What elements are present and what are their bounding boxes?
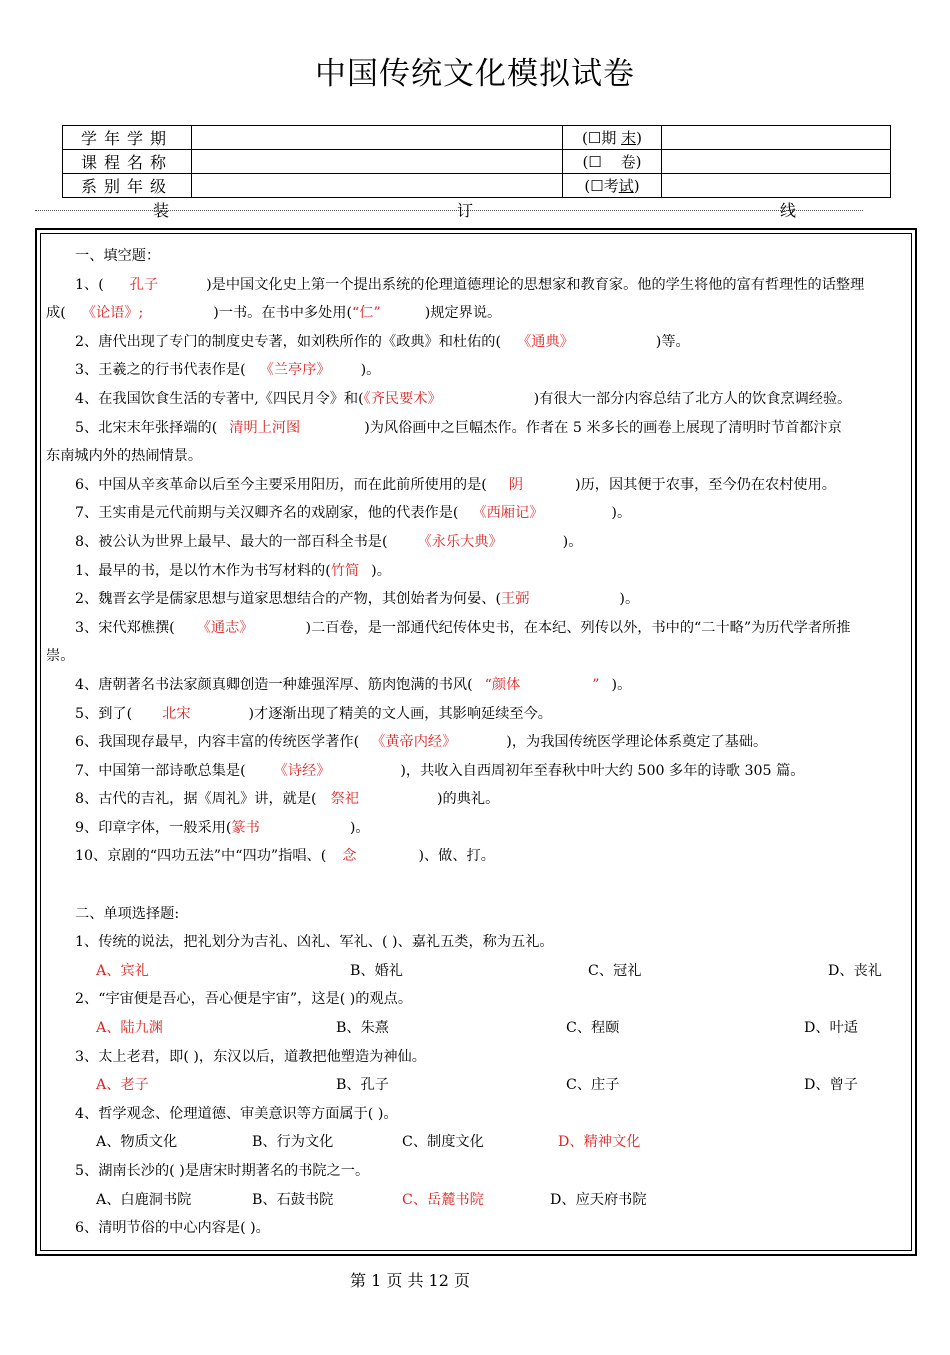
binding-word-xian: 线 — [780, 201, 797, 220]
question-line: 9、印章字体，一般采用(篆书 )。 — [75, 819, 370, 836]
choice-option: D、叶适 — [804, 1020, 858, 1037]
section-heading: 二、单项选择题: — [75, 905, 180, 922]
question-line: 2、唐代出现了专门的制度史专著，如刘秩所作的《政典》和杜佑的( 《通典》 )等。 — [75, 333, 690, 350]
header-row — [63, 174, 891, 198]
question-line: 东南城内外的热闹情景。 — [46, 448, 203, 465]
question-line: 崇。 — [46, 648, 75, 665]
choice-option: C、岳麓书院 — [402, 1191, 484, 1208]
choice-option: D、丧礼 — [828, 962, 882, 979]
question-line: 10、京剧的“四功五法”中“四功”指唱、( 念 )、做、打。 — [75, 848, 495, 865]
choice-question: 3、太上老君，即( )，东汉以后，道教把他塑造为神仙。 — [75, 1048, 426, 1065]
question-line: 1、( 孔子 )是中国文化史上第一个提出系统的伦理道德理论的思想家和教育家。他的学生将他的富有哲理性的话整理 — [75, 276, 865, 293]
term-option: (☐期 末) — [563, 126, 662, 150]
header-row — [63, 126, 891, 150]
choice-option: B、朱熹 — [336, 1020, 389, 1037]
choice-question: 6、清明节俗的中心内容是( )。 — [75, 1220, 270, 1237]
choice-option: D、曾子 — [804, 1077, 858, 1094]
header-row — [63, 150, 891, 174]
question-line: 5、北宋末年张择端的( 清明上河图 )为风俗画中之巨幅杰作。作者在 5 米多长的画卷上展现了清明时节首都汴京 — [75, 419, 842, 436]
choice-question: 4、哲学观念、伦理道德、审美意识等方面属于( )。 — [75, 1105, 398, 1122]
question-line: 4、唐朝著名书法家颜真卿创造一种雄强浑厚、筋肉饱满的书风( “颜体 ” )。 — [75, 676, 632, 693]
choice-option: A、陆九渊 — [96, 1020, 163, 1037]
choice-option: B、孔子 — [336, 1077, 389, 1094]
choice-option: A、白鹿洞书院 — [96, 1191, 192, 1208]
choice-option: C、庄子 — [566, 1077, 620, 1094]
choice-options — [46, 1014, 906, 1043]
choice-question: 2、“宇宙便是吾心，吾心便是宇宙”，这是( )的观点。 — [75, 991, 413, 1008]
choice-option: A、物质文化 — [96, 1134, 178, 1151]
question-line: 8、古代的吉礼，据《周礼》讲，就是( 祭祀 )的典礼。 — [75, 791, 500, 808]
course-option: (☐ 卷) — [563, 150, 662, 174]
choice-option: A、宾礼 — [96, 962, 149, 979]
choice-option: B、石鼓书院 — [252, 1191, 334, 1208]
choice-option: B、行为文化 — [252, 1134, 334, 1151]
question-line: 6、中国从辛亥革命以后至今主要采用阳历，而在此前所使用的是( 阴 )历，因其便于农事，至今仍在农村使用。 — [75, 476, 836, 493]
choice-option: A、老子 — [96, 1077, 149, 1094]
question-line: 5、到了( 北宋 )才逐渐出现了精美的文人画，其影响延续至今。 — [75, 705, 552, 722]
choice-options — [46, 957, 906, 986]
binding-word-ding: 订 — [457, 201, 474, 220]
dept-label: 系别年级 — [63, 174, 192, 198]
question-line: 3、王羲之的行书代表作是( 《兰亭序》 )。 — [75, 362, 381, 379]
choice-option: B、婚礼 — [350, 962, 403, 979]
binding-word-zhuang: 装 — [153, 201, 170, 220]
exam-content — [46, 242, 906, 1243]
choice-option: C、制度文化 — [402, 1134, 484, 1151]
choice-question: 5、湖南长沙的( )是唐宋时期著名的书院之一。 — [75, 1163, 370, 1179]
choice-option: C、冠礼 — [588, 962, 642, 979]
question-line: 成( 《论语》; )一书。在书中多处用(“仁” )规定界说。 — [46, 305, 502, 322]
question-line: 4、在我国饮食生活的专著中,《四民月令》和(《齐民要术》 )有很大一部分内容总结了北方人的饮食烹调经验。 — [75, 390, 852, 407]
choice-option: D、应天府书院 — [550, 1191, 647, 1208]
term-value — [662, 126, 891, 150]
spacer — [46, 871, 906, 900]
course-field — [192, 150, 563, 174]
exam-title: 中国传统文化模拟试卷 — [315, 56, 635, 92]
question-line: 8、被公认为世界上最早、最大的一部百科全书是( 《永乐大典》 )。 — [75, 533, 583, 550]
page-footer: 第 1 页 共 12 页 — [350, 1271, 470, 1290]
choice-options — [46, 1071, 906, 1100]
question-line: 6、我国现存最早，内容丰富的传统医学著作( 《黄帝内经》 )，为我国传统医学理论体系奠定了基础。 — [75, 734, 768, 751]
dept-field — [192, 174, 563, 198]
dept-value — [662, 174, 891, 198]
term-label: 学年学期 — [63, 126, 192, 150]
choice-options — [46, 1186, 906, 1215]
choice-option: D、精神文化 — [558, 1134, 641, 1151]
choice-option: C、程颐 — [566, 1020, 620, 1037]
term-field — [192, 126, 563, 150]
choice-options — [46, 1128, 906, 1157]
choice-question: 1、传统的说法，把礼划分为吉礼、凶礼、军礼、( )、嘉礼五类，称为五礼。 — [75, 934, 554, 951]
question-line: 3、宋代郑樵撰( 《通志》 )二百卷，是一部通代纪传体史书，在本纪、列传以外，书中的“二十略”为历代学者所推 — [75, 619, 851, 636]
question-line: 7、王实甫是元代前期与关汉卿齐名的戏剧家，他的代表作是( 《西厢记》 )。 — [75, 505, 632, 522]
course-label: 课程名称 — [63, 150, 192, 174]
course-value — [662, 150, 891, 174]
question-line: 2、魏晋玄学是儒家思想与道家思想结合的产物，其创始者为何晏、(王弼 )。 — [75, 591, 640, 608]
question-line: 1、最早的书，是以竹木作为书写材料的(竹简 )。 — [75, 562, 391, 579]
section-heading: 一、填空题： — [75, 248, 161, 264]
header-table — [62, 125, 891, 198]
question-line: 7、中国第一部诗歌总集是( 《诗经》 )，共收入自西周初年至春秋中叶大约 500 多年的诗歌 305 篇。 — [75, 762, 805, 779]
dept-option: (☐考试) — [563, 174, 662, 198]
